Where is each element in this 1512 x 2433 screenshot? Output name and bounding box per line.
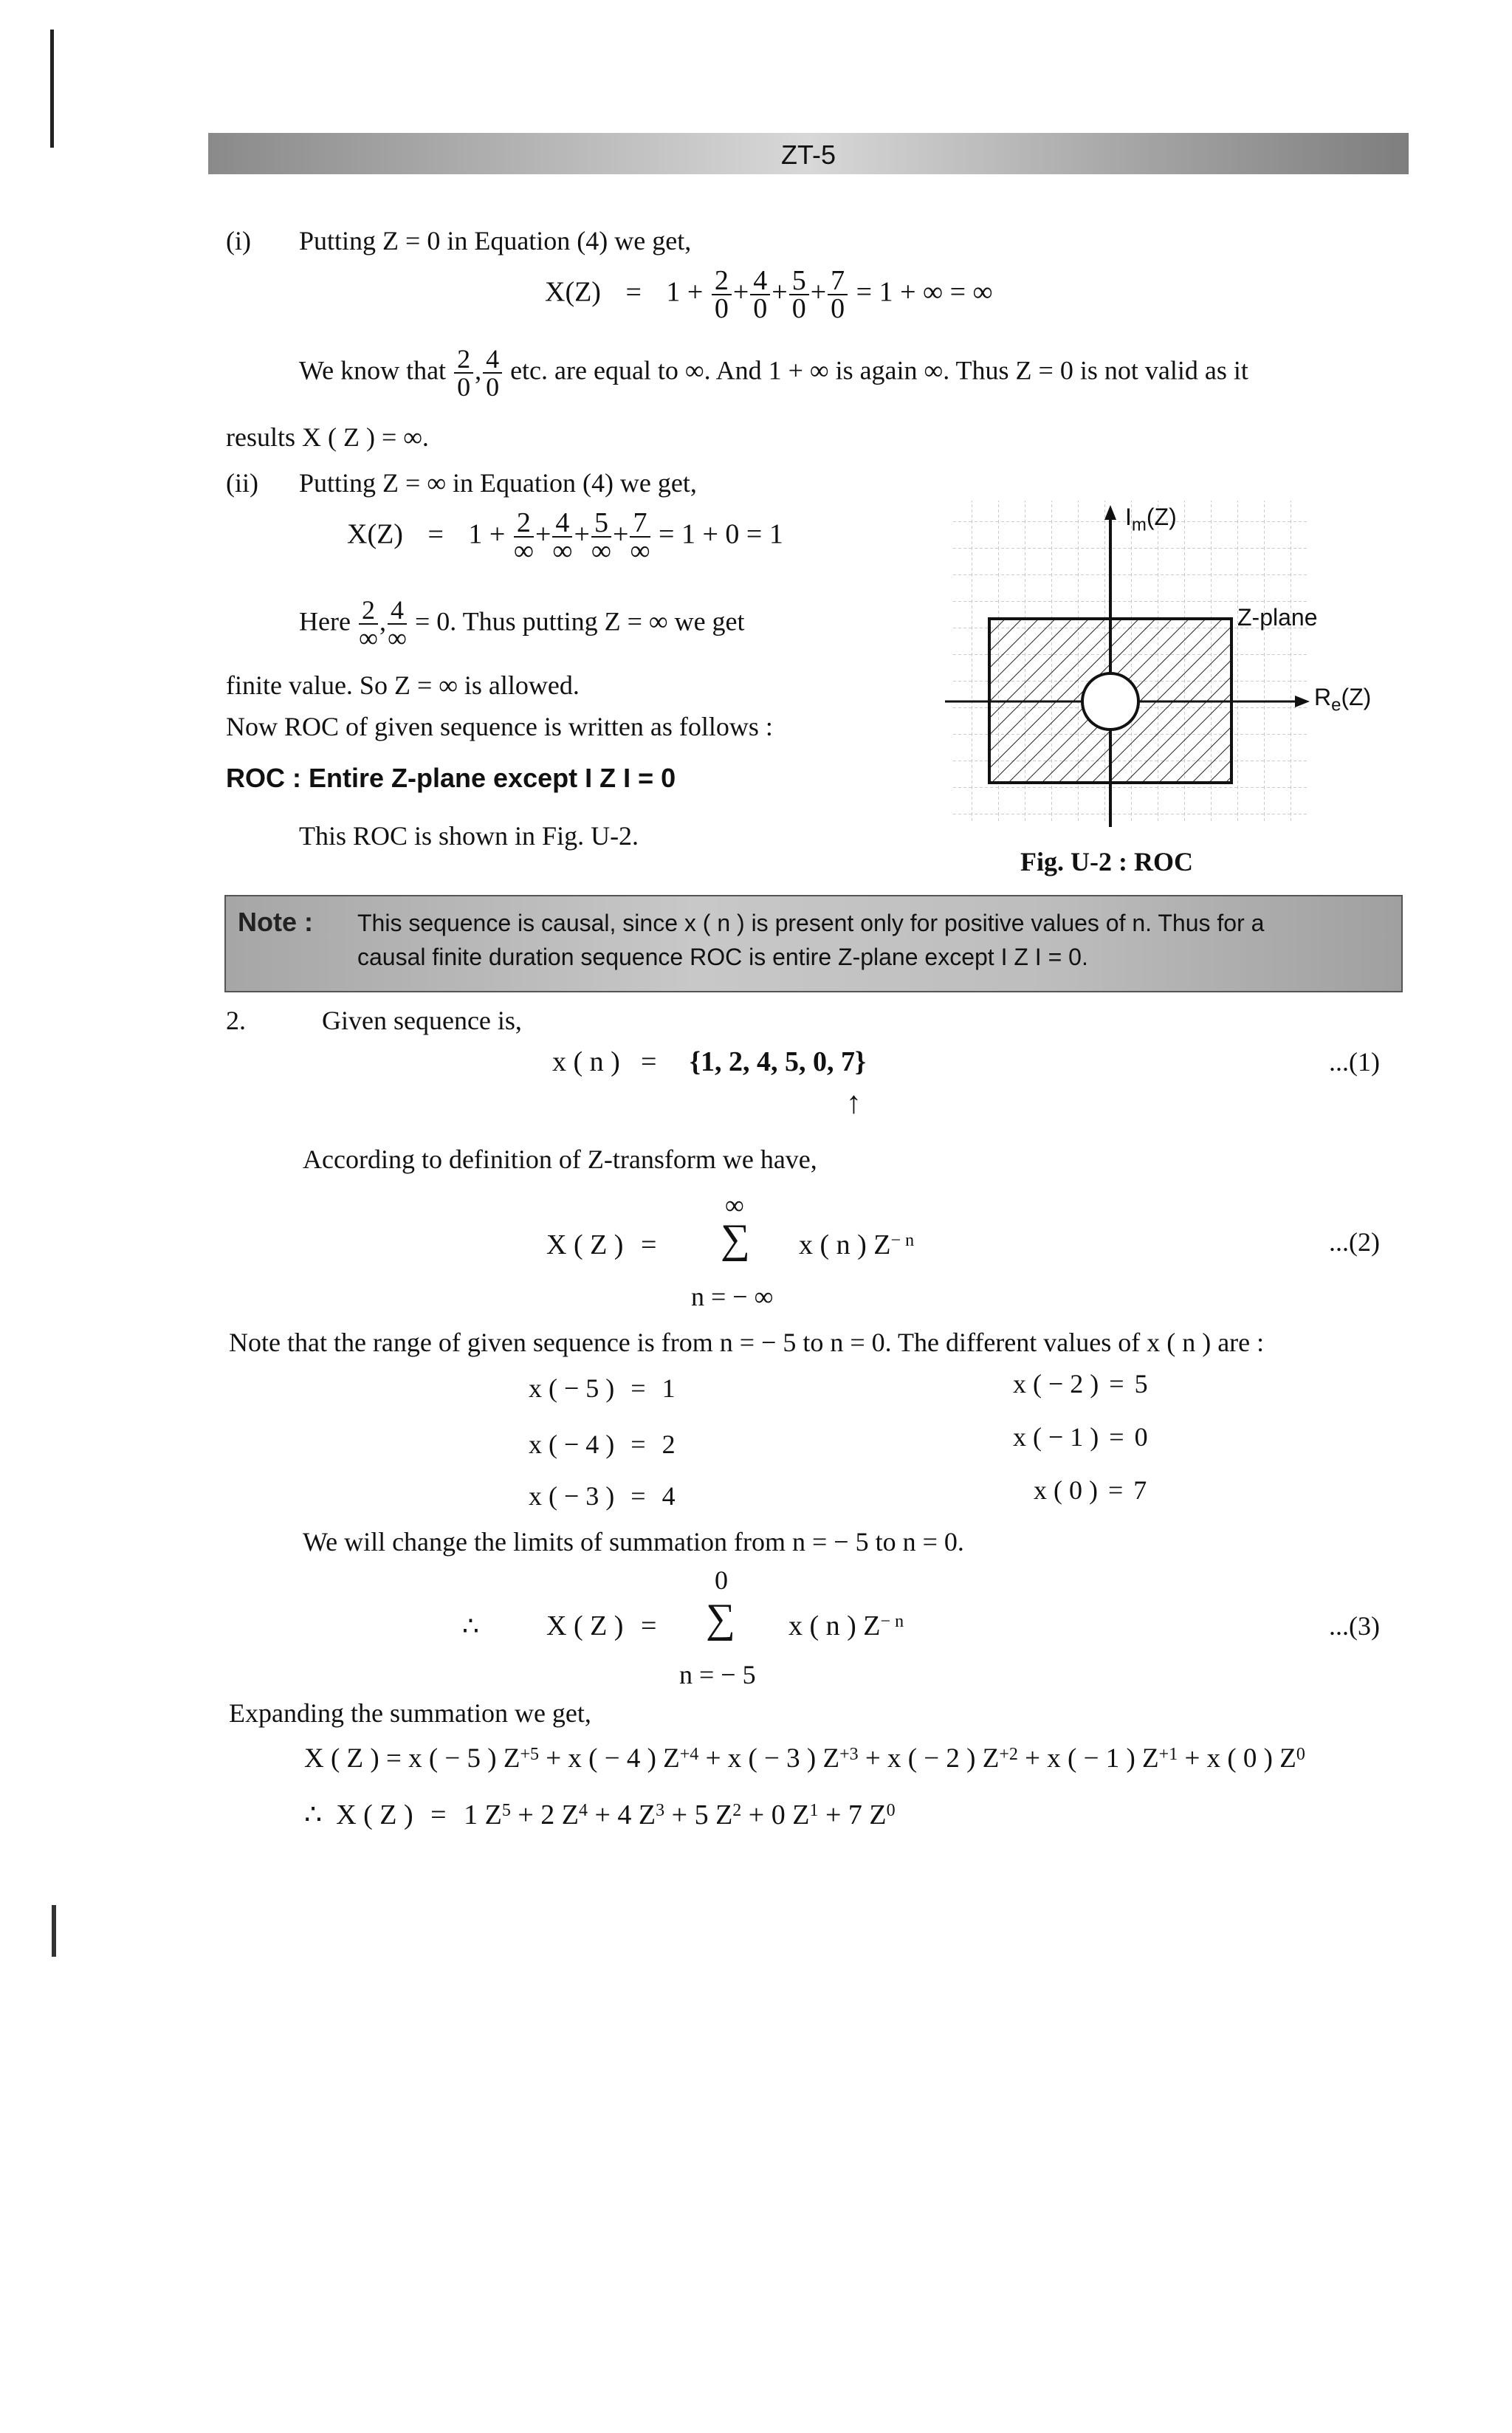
note-line-2: causal finite duration sequence ROC is entire Z-plane except I Z I = 0. — [357, 944, 1088, 970]
equation-zinf: X(Z) = 1 + $\frac{2}{\infty}$ + $\frac{4}{\infty}$ + $\frac{5}{\infty}$ + $\frac{7}{\infty}$ = 1 + 0 = 1 — [347, 507, 783, 566]
xz-lhs-2: X ( Z ) — [546, 1229, 624, 1260]
eq-lhs: X(Z) — [545, 276, 601, 308]
eq-sign-2: = — [641, 1229, 657, 1260]
eq-result: = 1 + ∞ = ∞ — [856, 276, 993, 308]
fraction: $\frac{5}{0}$ — [789, 267, 809, 322]
real-axis-label: $R_e(Z)$ — [1314, 684, 1372, 716]
definition-line: According to definition of Z-transform we have, — [303, 1145, 817, 1174]
figure-caption: Fig. U-2 : ROC — [1020, 847, 1193, 876]
sum-upper-inf: ∞ — [725, 1190, 744, 1220]
final-equation: ∴ X ( Z ) = 1 $Z^5 + 2$ $Z^4 + 4$ $Z^3 + 5$ $Z^2 + 0$ $Z^1 + 7$ $Z^0$ — [304, 1799, 896, 1830]
fraction: $\frac{2}{\infty}$ — [359, 595, 378, 653]
finite-line: finite value. So Z = ∞ is allowed. — [226, 670, 580, 700]
results-line: results X ( Z ) = ∞. — [226, 422, 429, 452]
value-row: x ( − 3 ) = 4 — [529, 1481, 676, 1511]
origin-arrow: ↑ — [846, 1086, 862, 1120]
expanding-line: Expanding the summation we get, — [229, 1698, 591, 1728]
expanded-equation: X ( Z ) = x ( − 5 ) $Z^{+5} + x$ ( − 4 ) $Z^{+4} + x$ ( − 3 ) $Z^{+3} + x$ ( − 2 ) $Z^{+2} + x$ ( − 1 ) $Z^{+1} + x$ ( 0 ) $Z^0$ — [304, 1743, 1305, 1774]
sum-term-3: x ( n ) $Z^{- n}$ — [788, 1610, 904, 1641]
part-i-intro: Putting Z = 0 in Equation (4) we get, — [299, 226, 692, 255]
equation-number-1: ...(1) — [1329, 1047, 1380, 1077]
sum-upper-zero: 0 — [715, 1565, 728, 1595]
fraction: $\frac{2}{0}$ — [454, 346, 473, 400]
part-2-label: 2. — [226, 1006, 246, 1035]
fraction: $\frac{4}{0}$ — [483, 346, 502, 400]
change-limits-line: We will change the limits of summation from n = − 5 to n = 0. — [303, 1527, 964, 1557]
eq-sign-3: = — [641, 1610, 657, 1641]
fraction: $\frac{4}{\infty}$ — [388, 595, 407, 653]
sigma-symbol: ∑ — [706, 1596, 735, 1641]
fraction: $\frac{7}{0}$ — [828, 267, 848, 322]
roc-statement: ROC : Entire Z-plane except I Z I = 0 — [226, 763, 676, 793]
sum-lower-limit: n = − ∞ — [691, 1282, 774, 1311]
here-line: Here $\frac{2}{\infty}$ , $\frac{4}{\infty}$ = 0. Thus putting Z = ∞ we get — [299, 595, 745, 653]
fraction: $\frac{4}{0}$ — [750, 267, 770, 322]
we-know-line: We know that $\frac{2}{0}$ , $\frac{4}{0}$ etc. are equal to ∞. And 1 + ∞ is again ∞. Thus Z = 0 is not valid as it — [299, 344, 1248, 402]
sequence-lhs: x ( n ) — [552, 1046, 620, 1077]
therefore-symbol: ∴ — [462, 1611, 479, 1641]
page-number: ZT-5 — [781, 140, 836, 170]
fraction: $\frac{2}{0}$ — [712, 267, 732, 322]
part-ii-label: (ii) — [226, 468, 258, 498]
part-i-label: (i) — [226, 226, 251, 255]
sum-lower-limit-3: n = − 5 — [679, 1660, 756, 1689]
note-label: Note : — [238, 907, 313, 937]
fraction: $\frac{2}{\infty}$ — [513, 507, 534, 566]
zplane-label: Z-plane — [1237, 604, 1318, 631]
excluded-origin-circle — [1082, 673, 1138, 730]
xz-lhs-3: X ( Z ) — [546, 1610, 624, 1641]
sum-term-2: x ( n ) $Z^{- n}$ — [799, 1229, 915, 1260]
equation-number-3: ...(3) — [1329, 1611, 1380, 1641]
value-row: x ( 0 ) = 7 — [1034, 1475, 1147, 1505]
equation-z0: X(Z) = 1 + $\frac{2}{0}$ + $\frac{4}{0}$ + $\frac{5}{0}$ + $\frac{7}{0}$ = 1 + ∞ = ∞ — [545, 265, 993, 324]
sigma-symbol: ∑ — [721, 1216, 750, 1262]
imag-axis-label: $I_m(Z)$ — [1125, 504, 1177, 535]
value-row: x ( − 2 ) = 5 — [1013, 1369, 1148, 1399]
value-row: x ( − 1 ) = 0 — [1013, 1422, 1148, 1452]
eq-sign: = — [625, 276, 642, 308]
equation-number-2: ...(2) — [1329, 1227, 1380, 1257]
shown-line: This ROC is shown in Fig. U-2. — [299, 821, 639, 851]
sequence-eq: = — [641, 1046, 657, 1077]
scan-mark-bottom — [52, 1905, 56, 1957]
range-note-line: Note that the range of given sequence is from n = − 5 to n = 0. The different values of x ( n ) are : — [229, 1328, 1265, 1357]
roc-figure — [945, 495, 1314, 827]
sequence-rhs: {1, 2, 4, 5, 0, 7} — [690, 1046, 866, 1077]
fraction: $\frac{7}{\infty}$ — [630, 507, 650, 566]
part-ii-intro: Putting Z = ∞ in Equation (4) we get, — [299, 468, 697, 498]
one-plus: 1 + — [666, 276, 704, 308]
value-row: x ( − 4 ) = 2 — [529, 1430, 676, 1459]
fraction: $\frac{5}{\infty}$ — [591, 507, 611, 566]
scan-mark-top — [50, 30, 54, 148]
now-roc-line: Now ROC of given sequence is written as follows : — [226, 712, 773, 741]
value-row: x ( − 5 ) = 1 — [529, 1373, 676, 1403]
part-2-intro: Given sequence is, — [322, 1006, 522, 1035]
note-line-1: This sequence is causal, since x ( n ) is present only for positive values of n. Thus for a — [357, 910, 1265, 936]
fraction: $\frac{4}{\infty}$ — [552, 507, 573, 566]
